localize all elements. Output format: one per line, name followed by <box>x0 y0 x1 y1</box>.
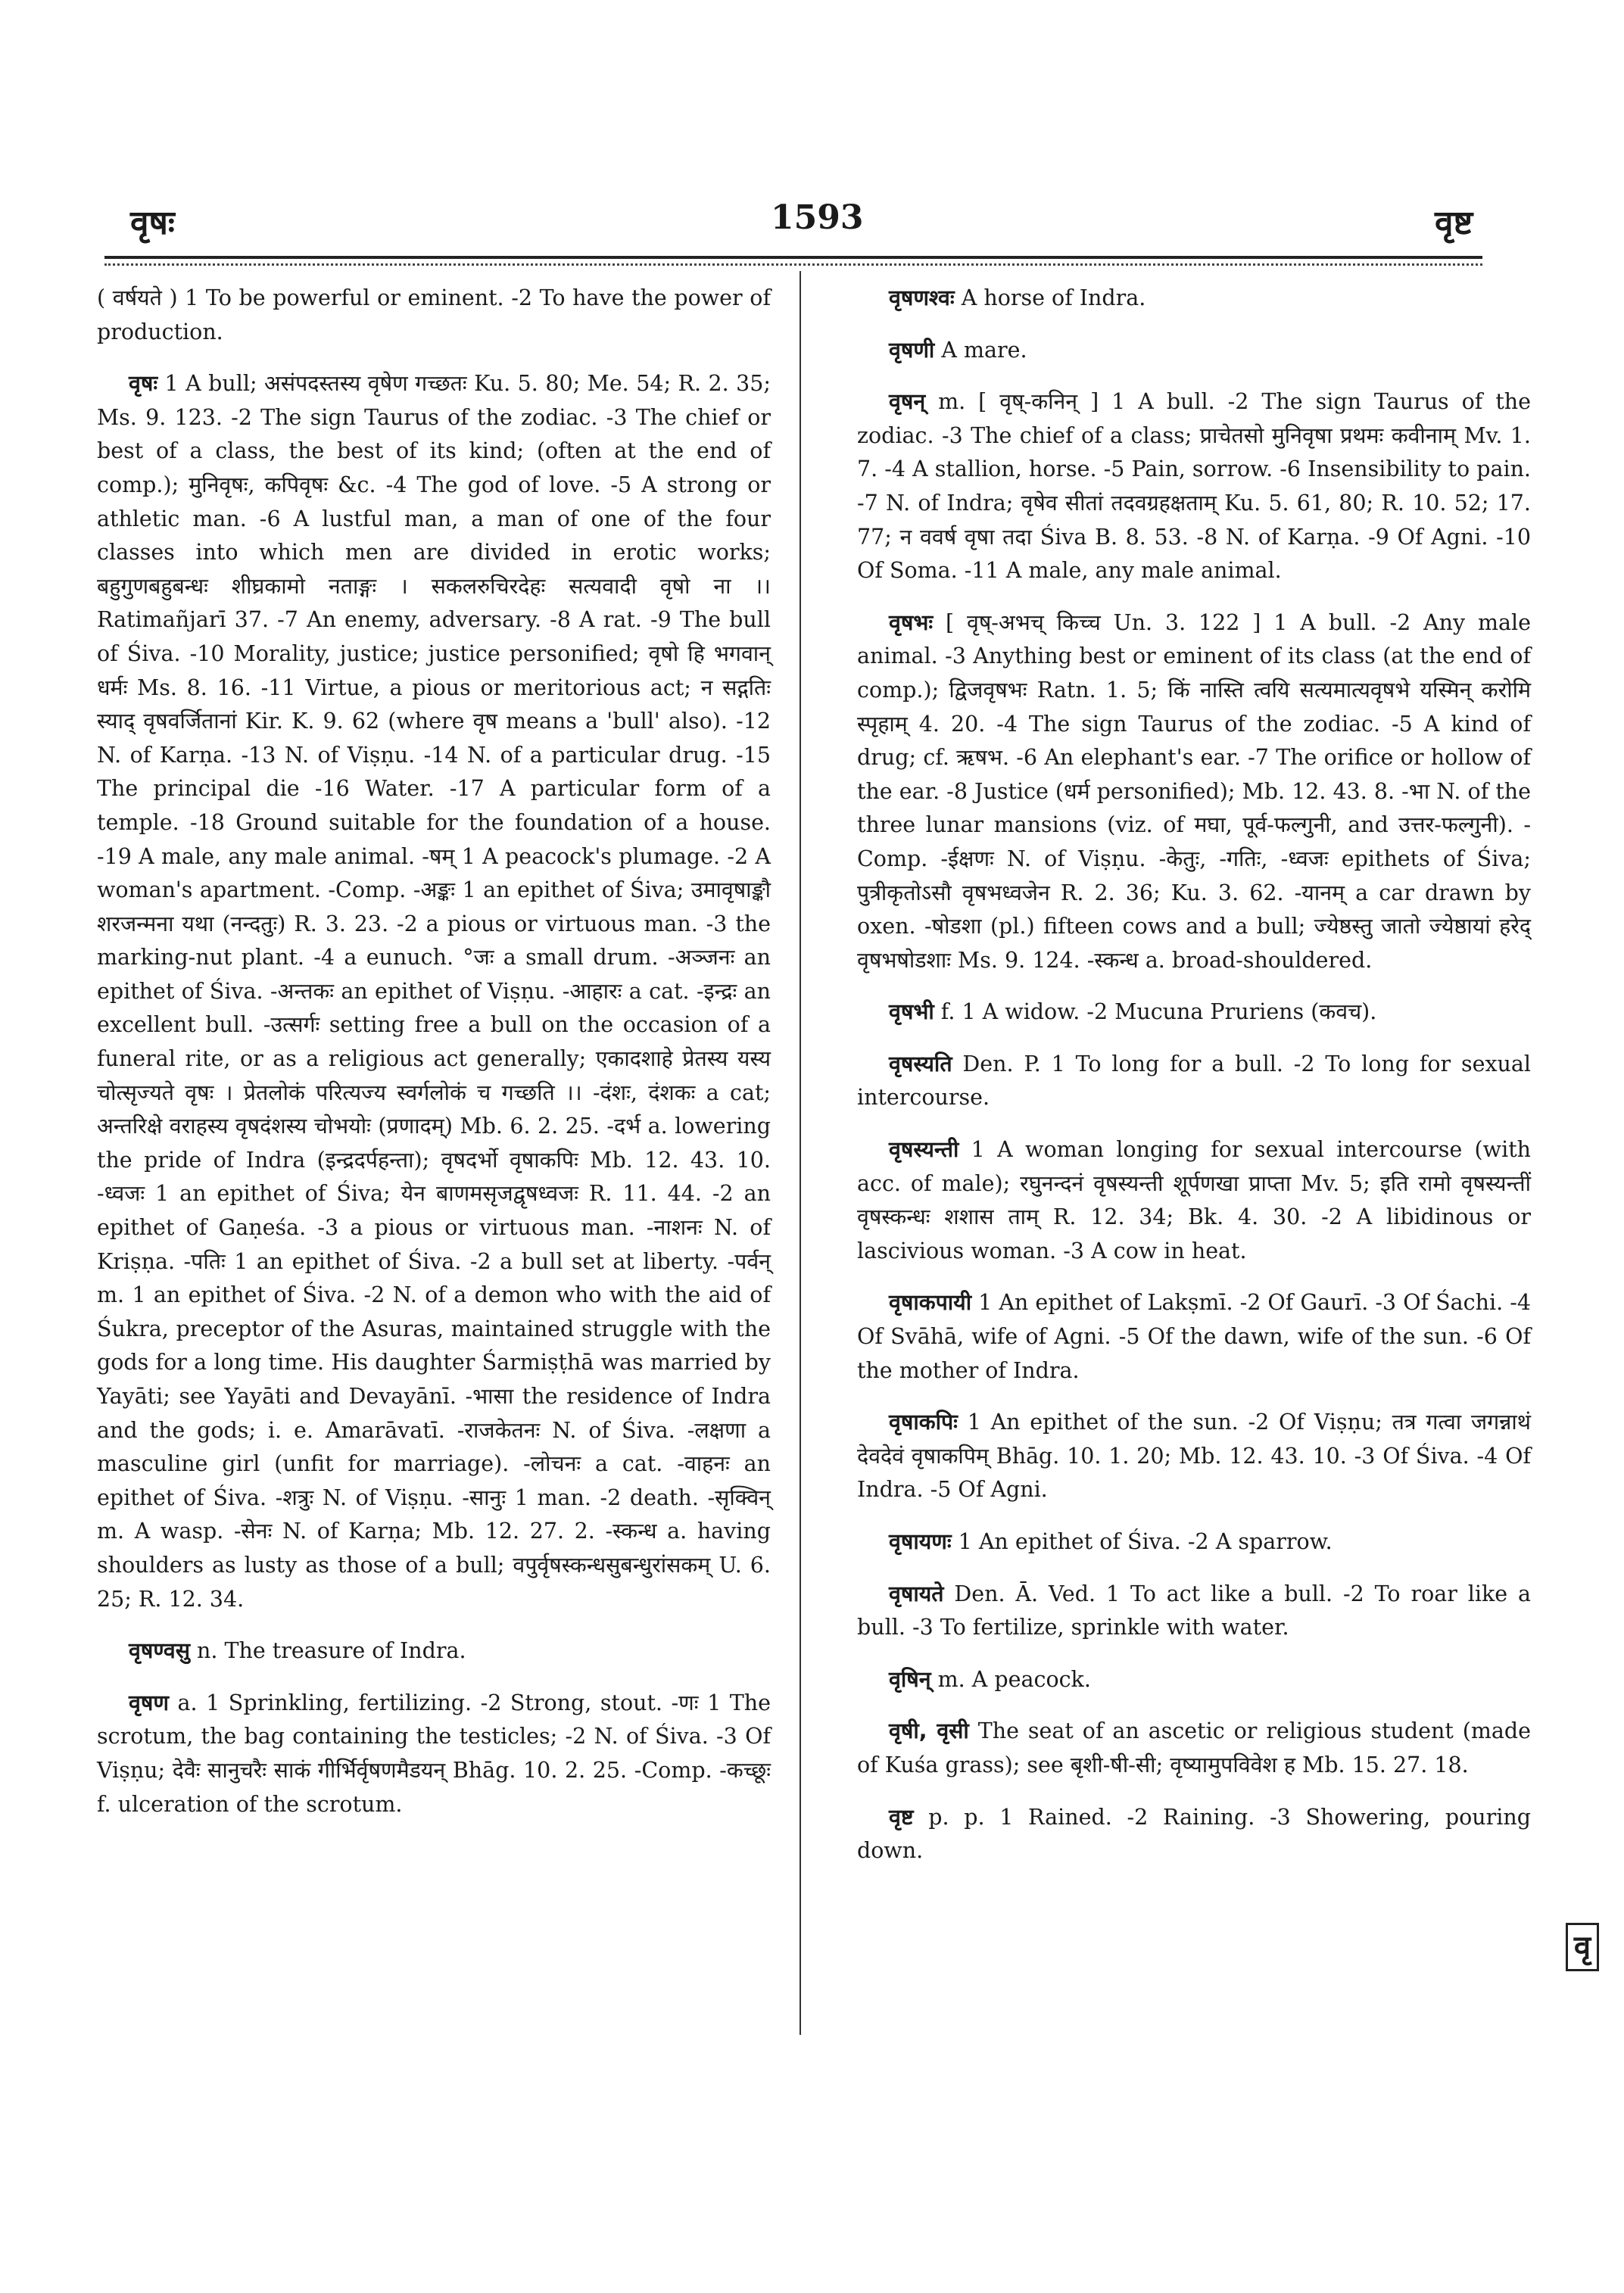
dictionary-entry <box>857 282 1531 316</box>
entry-headword: वृषभी <box>889 999 934 1025</box>
entry-definition: The seat of an ascetic or religious student (made of Kuśa grass); see बृशी-षी-सी; वृष्यामुपविवेश ह Mb. 15. 27. 18. <box>857 1718 1532 1777</box>
entry-definition: 1 An epithet of Śiva. -2 A sparrow. <box>951 1529 1333 1554</box>
dictionary-entry <box>857 385 1531 588</box>
entry-headword: वृषण्वसु <box>129 1638 190 1664</box>
entry-headword: वृषभः <box>889 609 934 635</box>
page-number: 1593 <box>771 198 864 237</box>
entry-definition: Den. P. 1 To long for a bull. -2 To long for sexual intercourse. <box>857 1051 1531 1111</box>
dictionary-entry <box>857 1663 1531 1697</box>
dictionary-entry <box>97 1687 771 1821</box>
dictionary-entry <box>857 1048 1531 1115</box>
entry-headword: वृषणश्वः <box>889 285 955 310</box>
entry-definition: 1 A woman longing for sexual intercourse (with acc. of male); रघुनन्दनं वृषस्यन्ती शूर्पणखा प्राप्ता Mv. 5; इति रामो वृषस्यन्तीं वृषस्कन्धः शशास ताम् R. 12. 34; Bk. 4. 30. -2 A libidinous or lascivious woman. -3 A cow in heat. <box>857 1137 1531 1263</box>
dictionary-entry <box>97 367 771 1616</box>
dictionary-entry <box>857 1406 1531 1507</box>
dictionary-entry <box>97 1634 771 1668</box>
dictionary-entry <box>857 1286 1531 1388</box>
entry-headword: वृषायते <box>889 1581 944 1606</box>
entry-headword: वृषस्यति <box>889 1051 952 1076</box>
entry-headword: वृषन् <box>889 389 926 415</box>
entry-headword: वृषाकपिः <box>889 1410 958 1435</box>
dictionary-entry <box>97 282 771 349</box>
entry-definition: n. The treasure of Indra. <box>189 1638 466 1664</box>
entry-headword: वृषिन् <box>889 1666 931 1692</box>
entry-definition: f. 1 A widow. -2 Mucuna Pruriens (कवच). <box>934 999 1377 1025</box>
entry-headword: वृषः <box>129 371 158 397</box>
right-guide-word: वृष्ट <box>1435 204 1473 242</box>
left-guide-word: वृषः <box>130 204 175 242</box>
entry-headword: वृषाकपायी <box>889 1290 972 1316</box>
entry-definition: A horse of Indra. <box>954 285 1146 310</box>
entry-definition: m. A peacock. <box>930 1666 1091 1692</box>
thumb-index-tab: वृ <box>1566 1923 1599 1971</box>
entry-definition: 1 An epithet of Lakṣmī. -2 Of Gaurī. -3 Of Śachi. -4 Of Svāhā, wife of Agni. -5 Of the dawn, wife of the sun. -6 Of the mother of Indra. <box>857 1290 1531 1383</box>
dictionary-entry <box>857 1525 1531 1559</box>
entry-headword: वृषणी <box>889 337 935 363</box>
entry-definition: a. 1 Sprinkling, fertilizing. -2 Strong, stout. -णः 1 The scrotum, the bag containing the testicles; -2 N. of Śiva. -3 Of Viṣṇu; देवैः सानुचरैः साकं गीर्भिर्वृषणमैडयन् Bhāg. 10. 2. 25. -Comp. -कच्छूः f. ulceration of the scrotum. <box>97 1690 771 1817</box>
right-column <box>857 282 1531 1886</box>
entry-headword: वृष्ट <box>889 1804 914 1830</box>
entry-definition: [ वृष्-अभच् किच्च Un. 3. 122 ] 1 A bull. -2 Any male animal. -3 Anything best or eminent of its class (at the end of comp.); द्विजवृषभः Ratn. 1. 5; किं नास्ति त्वयि सत्यमात्यवृषभे यस्मिन् करोमि स्पृहाम् 4. 20. -4 The sign Taurus of the zodiac. -5 A kind of drug; cf. ऋषभ. -6 An elephant's ear. -7 The orifice or hollow of the ear. -8 Justice (धर्म personified); Mb. 12. 43. 8. -भा N. of the three lunar mansions (viz. of मघा, पूर्व-फल्गुनी, and उत्तर-फल्गुनी). -Comp. -ईक्षणः N. of Viṣṇu. -केतुः, -गतिः, -ध्वजः epithets of Śiva; पुत्रीकृतोऽसौ वृषभध्वजेन R. 2. 36; Ku. 3. 62. -यानम् a car drawn by oxen. -षोडशा (pl.) fifteen cows and a bull; ज्येष्ठस्तु जातो ज्येष्ठायां हरेद् वृषभषोडशाः Ms. 9. 124. -स्कन्ध a. broad-shouldered. <box>857 609 1531 973</box>
dictionary-entry <box>857 1801 1531 1868</box>
entry-headword: वृषी, वृसी <box>889 1718 969 1744</box>
running-header <box>0 198 1624 251</box>
entry-definition: A mare. <box>934 337 1027 363</box>
dictionary-entry <box>857 606 1531 978</box>
header-rule <box>104 256 1482 259</box>
entry-definition: Den. Ā. Ved. 1 To act like a bull. -2 To roar like a bull. -3 To fertilize, sprinkle with water. <box>857 1581 1531 1640</box>
entry-headword: वृषस्यन्ती <box>889 1137 959 1163</box>
dictionary-entry <box>857 334 1531 368</box>
entry-definition: p. p. 1 Rained. -2 Raining. -3 Showering, pouring down. <box>857 1804 1531 1864</box>
entry-definition: m. [ वृष्-कनिन् ] 1 A bull. -2 The sign Taurus of the zodiac. -3 The chief of a class; प्राचेतसो मुनिवृषा प्रथमः कवीनाम् Mv. 1. 7. -4 A stallion, horse. -5 Pain, sorrow. -6 Insensibility to pain. -7 N. of Indra; वृषेव सीतां तदवग्रहक्षताम् Ku. 5. 61, 80; R. 10. 52; 17. 77; न ववर्ष वृषा तदा Śiva B. 8. 53. -8 N. of Karṇa. -9 Of Agni. -10 Of Soma. -11 A male, any male animal. <box>857 389 1531 584</box>
column-divider <box>800 271 801 2035</box>
entry-headword: वृषण <box>129 1690 169 1715</box>
entry-headword: वृषायणः <box>889 1529 952 1554</box>
entry-definition: ( वर्षयते ) 1 To be powerful or eminent. -2 To have the power of production. <box>97 285 771 344</box>
header-dotted-rule <box>104 263 1482 266</box>
dictionary-entry <box>857 1578 1531 1645</box>
left-column <box>97 282 771 1840</box>
dictionary-entry <box>857 995 1531 1030</box>
entry-definition: 1 An epithet of the sun. -2 Of Viṣṇu; तत्र गत्वा जगन्नाथं देवदेवं वृषाकपिम् Bhāg. 10. 1. 20; Mb. 12. 43. 10. -3 Of Śiva. -4 Of Indra. -5 Of Agni. <box>857 1410 1531 1503</box>
entry-definition: 1 A bull; असंपदस्तस्य वृषेण गच्छतः Ku. 5. 80; Me. 54; R. 2. 35; Ms. 9. 123. -2 The sign Taurus of the zodiac. -3 The chief or best of a class, the best of its kind; (often at the end of comp.); मुनिवृषः, कपिवृषः &c. -4 The god of love. -5 A strong or athletic man. -6 A lustful man, a man of one of the four classes into which men are divided in erotic works; बहुगुणबहुबन्धः शीघ्रकामो नताङ्गः । सकलरुचिरदेहः सत्यवादी वृषो ना ।। Ratimañjarī 37. -7 An enemy, adversary. -8 A rat. -9 The bull of Śiva. -10 Morality, justice; justice personified; वृषो हि भगवान् धर्मः Ms. 8. 16. -11 Virtue, a pious or meritorious act; न सद्गतिः स्याद् वृषवर्जितानां Kir. K. 9. 62 (where वृष means a 'bull' also). -12 N. of Karṇa. -13 N. of Viṣṇu. -14 N. of a particular drug. -15 The principal die -16 Water. -17 A particular form of a temple. -18 Ground suitable for the foundation of a house. -19 A male, any male animal. -षम् 1 A peacock's plumage. -2 A woman's apartment. -Comp. -अङ्कः 1 an epithet of Śiva; उमावृषाङ्कौ शरजन्मना यथा (नन्दतुः) R. 3. 23. -2 a pious or virtuous man. -3 the marking-nut plant. -4 a eunuch. °जः a small drum. -अञ्जनः an epithet of Śiva. -अन्तकः an epithet of Viṣṇu. -आहारः a cat. -इन्द्रः an excellent bull. -उत्सर्गः setting free a bull on the occasion of a funeral rite, or as a religious act generally; एकादशाहे प्रेतस्य यस्य चोत्सृज्यते वृषः । प्रेतलोकं परित्यज्य स्वर्गलोकं च गच्छति ।। -दंशः, दंशकः a cat; अन्तरिक्षे वराहस्य वृषदंशस्य चोभयोः (प्रणादम्) Mb. 6. 2. 25. -दर्भ a. lowering the pride of Indra (इन्द्रदर्पहन्ता); वृषदर्भो वृषाकपिः Mb. 12. 43. 10. -ध्वजः 1 an epithet of Śiva; येन बाणमसृजद्वृषध्वजः R. 11. 44. -2 an epithet of Gaṇeśa. -3 a pious or virtuous man. -नाशनः N. of Kriṣṇa. -पतिः 1 an epithet of Śiva. -2 a bull set at liberty. -पर्वन् m. 1 an epithet of Śiva. -2 N. of a demon who with the aid of Śukra, preceptor of the Asuras, maintained struggle with the gods for a long time. His daughter Śarmiṣṭhā was married by Yayāti; see Yayāti and Devayānī. -भासा the residence of Indra and the gods; i. e. Amarāvatī. -राजकेतनः N. of Śiva. -लक्षणा a masculine girl (unfit for marriage). -लोचनः a cat. -वाहनः an epithet of Śiva. -शत्रुः N. of Viṣṇu. -सानुः 1 man. -2 death. -सृक्विन् m. A wasp. -सेनः N. of Karṇa; Mb. 12. 27. 2. -स्कन्ध a. having shoulders as lusty as those of a bull; वपुर्वृषस्कन्धसुबन्धुरांसकम् U. 6. 25; R. 12. 34. <box>97 371 771 1612</box>
dictionary-entry <box>857 1133 1531 1268</box>
dictionary-entry <box>857 1715 1531 1782</box>
